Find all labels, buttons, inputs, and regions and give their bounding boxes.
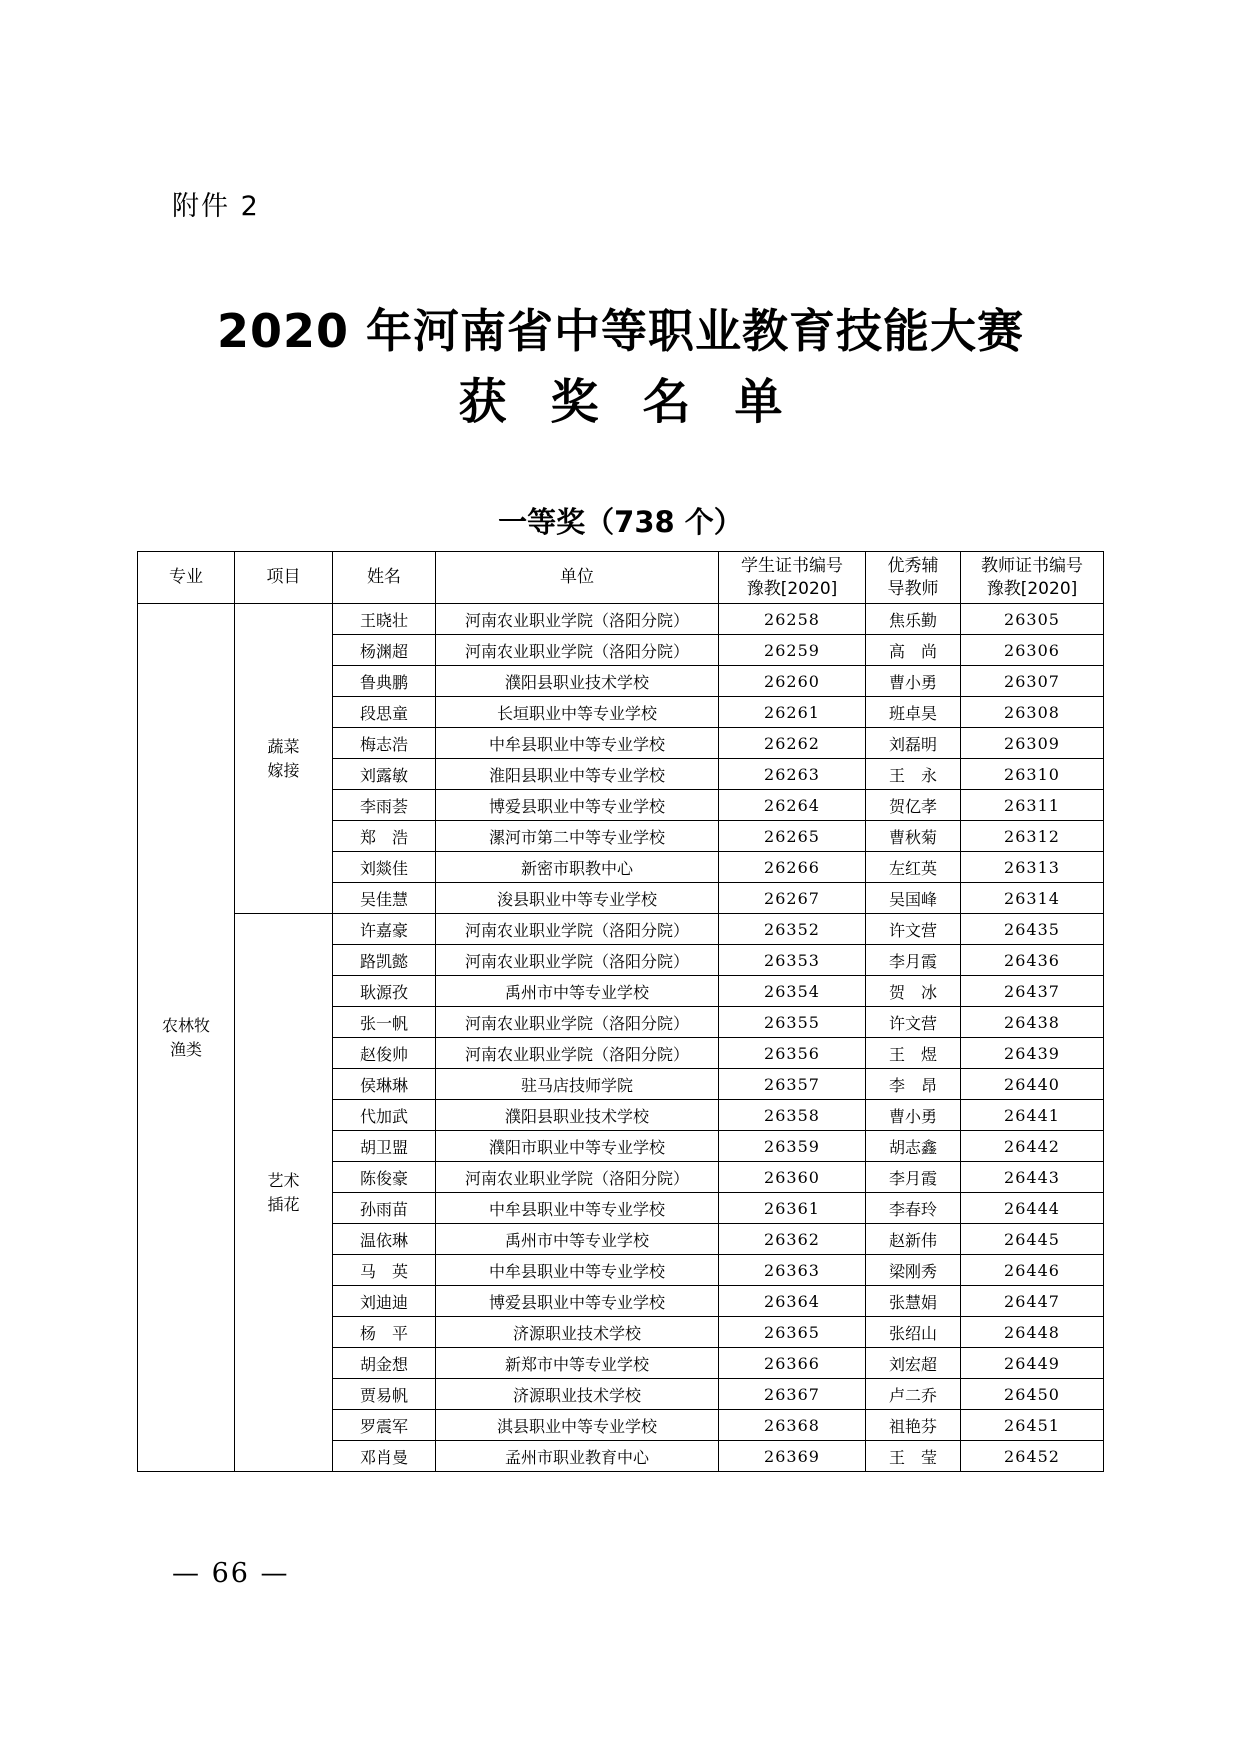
header-name: 姓名 <box>333 552 436 604</box>
section-title: 一等奖（738 个） <box>498 505 743 539</box>
unit-cell: 长垣职业中等专业学校 <box>436 697 719 728</box>
unit-cell: 河南农业职业学院（洛阳分院） <box>436 635 719 666</box>
advisor-cell: 王 煜 <box>866 1038 961 1069</box>
teacher-cert-cell: 26310 <box>961 759 1104 790</box>
teacher-cert-cell: 26311 <box>961 790 1104 821</box>
award-table <box>137 551 1104 1472</box>
student-cert-cell: 26364 <box>719 1286 866 1317</box>
name-cell: 刘露敏 <box>333 759 436 790</box>
advisor-cell: 张慧娟 <box>866 1286 961 1317</box>
unit-cell: 济源职业技术学校 <box>436 1379 719 1410</box>
name-cell: 刘迪迪 <box>333 1286 436 1317</box>
advisor-cell: 许文营 <box>866 914 961 945</box>
student-cert-cell: 26353 <box>719 945 866 976</box>
teacher-cert-cell: 26449 <box>961 1348 1104 1379</box>
name-cell: 侯琳琳 <box>333 1069 436 1100</box>
header-major: 专业 <box>138 552 235 604</box>
page-number: — 66 — <box>172 1558 290 1589</box>
student-cert-cell: 26361 <box>719 1193 866 1224</box>
name-cell: 邓肖曼 <box>333 1441 436 1472</box>
name-cell: 孙雨苗 <box>333 1193 436 1224</box>
unit-cell: 河南农业职业学院（洛阳分院） <box>436 604 719 635</box>
student-cert-cell: 26266 <box>719 852 866 883</box>
student-cert-cell: 26354 <box>719 976 866 1007</box>
project-cell-line2: 嫁接 <box>267 760 300 780</box>
name-cell: 段思童 <box>333 697 436 728</box>
teacher-cert-cell: 26312 <box>961 821 1104 852</box>
name-cell: 陈俊豪 <box>333 1162 436 1193</box>
advisor-cell: 王 永 <box>866 759 961 790</box>
project-cell <box>235 604 333 914</box>
major-cell-line2: 渔类 <box>169 1039 202 1059</box>
teacher-cert-cell: 26437 <box>961 976 1104 1007</box>
student-cert-cell: 26260 <box>719 666 866 697</box>
teacher-cert-cell: 26308 <box>961 697 1104 728</box>
advisor-cell: 焦乐勤 <box>866 604 961 635</box>
unit-cell: 驻马店技师学院 <box>436 1069 719 1100</box>
unit-cell: 孟州市职业教育中心 <box>436 1441 719 1472</box>
name-cell: 罗震军 <box>333 1410 436 1441</box>
unit-cell: 新密市职教中心 <box>436 852 719 883</box>
advisor-cell: 曹小勇 <box>866 666 961 697</box>
header-student-cert-line2: 豫教[2020] <box>746 578 838 599</box>
name-cell: 梅志浩 <box>333 728 436 759</box>
advisor-cell: 胡志鑫 <box>866 1131 961 1162</box>
name-cell: 郑 浩 <box>333 821 436 852</box>
major-cell-line1: 农林牧 <box>161 1015 210 1035</box>
advisor-cell: 梁刚秀 <box>866 1255 961 1286</box>
header-teacher-cert-line2: 豫教[2020] <box>986 578 1078 599</box>
teacher-cert-cell: 26441 <box>961 1100 1104 1131</box>
header-advisor <box>866 552 961 604</box>
project-cell-line1: 蔬菜 <box>267 736 300 756</box>
name-cell: 贾易帆 <box>333 1379 436 1410</box>
unit-cell: 淇县职业中等专业学校 <box>436 1410 719 1441</box>
name-cell: 吴佳慧 <box>333 883 436 914</box>
student-cert-cell: 26360 <box>719 1162 866 1193</box>
student-cert-cell: 26264 <box>719 790 866 821</box>
unit-cell: 河南农业职业学院（洛阳分院） <box>436 945 719 976</box>
advisor-cell: 李月霞 <box>866 945 961 976</box>
unit-cell: 河南农业职业学院（洛阳分院） <box>436 1162 719 1193</box>
student-cert-cell: 26355 <box>719 1007 866 1038</box>
header-student-cert <box>719 552 866 604</box>
name-cell: 耿源孜 <box>333 976 436 1007</box>
student-cert-cell: 26263 <box>719 759 866 790</box>
student-cert-cell: 26259 <box>719 635 866 666</box>
unit-cell: 禹州市中等专业学校 <box>436 1224 719 1255</box>
unit-cell: 浚县职业中等专业学校 <box>436 883 719 914</box>
header-teacher-cert <box>961 552 1104 604</box>
unit-cell: 中牟县职业中等专业学校 <box>436 1193 719 1224</box>
teacher-cert-cell: 26451 <box>961 1410 1104 1441</box>
advisor-cell: 李春玲 <box>866 1193 961 1224</box>
student-cert-cell: 26365 <box>719 1317 866 1348</box>
advisor-cell: 贺亿孝 <box>866 790 961 821</box>
unit-cell: 漯河市第二中等专业学校 <box>436 821 719 852</box>
student-cert-cell: 26262 <box>719 728 866 759</box>
teacher-cert-cell: 26438 <box>961 1007 1104 1038</box>
name-cell: 鲁典鹏 <box>333 666 436 697</box>
name-cell: 代加武 <box>333 1100 436 1131</box>
document-subtitle: 获奖名单 <box>458 374 827 430</box>
name-cell: 温依琳 <box>333 1224 436 1255</box>
unit-cell: 濮阳市职业中等专业学校 <box>436 1131 719 1162</box>
advisor-cell: 祖艳芬 <box>866 1410 961 1441</box>
advisor-cell: 贺 冰 <box>866 976 961 1007</box>
unit-cell: 济源职业技术学校 <box>436 1317 719 1348</box>
table-body <box>138 604 1104 1472</box>
name-cell: 刘燚佳 <box>333 852 436 883</box>
unit-cell: 禹州市中等专业学校 <box>436 976 719 1007</box>
advisor-cell: 张绍山 <box>866 1317 961 1348</box>
teacher-cert-cell: 26309 <box>961 728 1104 759</box>
unit-cell: 河南农业职业学院（洛阳分院） <box>436 1007 719 1038</box>
teacher-cert-cell: 26442 <box>961 1131 1104 1162</box>
header-unit: 单位 <box>436 552 719 604</box>
advisor-cell: 王 莹 <box>866 1441 961 1472</box>
student-cert-cell: 26261 <box>719 697 866 728</box>
table-row <box>138 604 1104 635</box>
name-cell: 王晓壮 <box>333 604 436 635</box>
advisor-cell: 吴国峰 <box>866 883 961 914</box>
student-cert-cell: 26358 <box>719 1100 866 1131</box>
advisor-cell: 刘宏超 <box>866 1348 961 1379</box>
name-cell: 胡卫盟 <box>333 1131 436 1162</box>
header-advisor-line2: 导教师 <box>887 578 939 599</box>
advisor-cell: 李月霞 <box>866 1162 961 1193</box>
teacher-cert-cell: 26445 <box>961 1224 1104 1255</box>
advisor-cell: 李 昂 <box>866 1069 961 1100</box>
project-cell <box>235 914 333 1472</box>
teacher-cert-cell: 26444 <box>961 1193 1104 1224</box>
teacher-cert-cell: 26446 <box>961 1255 1104 1286</box>
teacher-cert-cell: 26305 <box>961 604 1104 635</box>
advisor-cell: 曹小勇 <box>866 1100 961 1131</box>
student-cert-cell: 26352 <box>719 914 866 945</box>
name-cell: 马 英 <box>333 1255 436 1286</box>
teacher-cert-cell: 26313 <box>961 852 1104 883</box>
document-title: 2020 年河南省中等职业教育技能大赛 <box>216 304 1025 358</box>
project-cell-line1: 艺术 <box>267 1170 300 1190</box>
unit-cell: 濮阳县职业技术学校 <box>436 1100 719 1131</box>
student-cert-cell: 26359 <box>719 1131 866 1162</box>
name-cell: 许嘉豪 <box>333 914 436 945</box>
name-cell: 张一帆 <box>333 1007 436 1038</box>
unit-cell: 河南农业职业学院（洛阳分院） <box>436 1038 719 1069</box>
advisor-cell: 刘磊明 <box>866 728 961 759</box>
advisor-cell: 曹秋菊 <box>866 821 961 852</box>
teacher-cert-cell: 26435 <box>961 914 1104 945</box>
unit-cell: 淮阳县职业中等专业学校 <box>436 759 719 790</box>
unit-cell: 博爱县职业中等专业学校 <box>436 790 719 821</box>
unit-cell: 新郑市中等专业学校 <box>436 1348 719 1379</box>
student-cert-cell: 26265 <box>719 821 866 852</box>
name-cell: 路凯懿 <box>333 945 436 976</box>
teacher-cert-cell: 26448 <box>961 1317 1104 1348</box>
teacher-cert-cell: 26452 <box>961 1441 1104 1472</box>
student-cert-cell: 26366 <box>719 1348 866 1379</box>
advisor-cell: 左红英 <box>866 852 961 883</box>
student-cert-cell: 26367 <box>719 1379 866 1410</box>
advisor-cell: 赵新伟 <box>866 1224 961 1255</box>
unit-cell: 河南农业职业学院（洛阳分院） <box>436 914 719 945</box>
student-cert-cell: 26369 <box>719 1441 866 1472</box>
teacher-cert-cell: 26440 <box>961 1069 1104 1100</box>
student-cert-cell: 26363 <box>719 1255 866 1286</box>
teacher-cert-cell: 26447 <box>961 1286 1104 1317</box>
teacher-cert-cell: 26436 <box>961 945 1104 976</box>
student-cert-cell: 26357 <box>719 1069 866 1100</box>
name-cell: 李雨荟 <box>333 790 436 821</box>
major-cell <box>138 604 235 1472</box>
student-cert-cell: 26258 <box>719 604 866 635</box>
advisor-cell: 高 尚 <box>866 635 961 666</box>
unit-cell: 中牟县职业中等专业学校 <box>436 1255 719 1286</box>
student-cert-cell: 26267 <box>719 883 866 914</box>
table-header-row <box>138 552 1104 604</box>
header-teacher-cert-line1: 教师证书编号 <box>981 555 1083 576</box>
advisor-cell: 许文营 <box>866 1007 961 1038</box>
header-student-cert-line1: 学生证书编号 <box>741 555 843 576</box>
project-cell-line2: 插花 <box>267 1194 300 1214</box>
student-cert-cell: 26356 <box>719 1038 866 1069</box>
advisor-cell: 卢二乔 <box>866 1379 961 1410</box>
advisor-cell: 班卓昊 <box>866 697 961 728</box>
header-advisor-line1: 优秀辅 <box>887 555 939 576</box>
teacher-cert-cell: 26450 <box>961 1379 1104 1410</box>
teacher-cert-cell: 26443 <box>961 1162 1104 1193</box>
teacher-cert-cell: 26306 <box>961 635 1104 666</box>
table-row <box>138 914 1104 945</box>
unit-cell: 濮阳县职业技术学校 <box>436 666 719 697</box>
name-cell: 赵俊帅 <box>333 1038 436 1069</box>
teacher-cert-cell: 26314 <box>961 883 1104 914</box>
student-cert-cell: 26362 <box>719 1224 866 1255</box>
student-cert-cell: 26368 <box>719 1410 866 1441</box>
name-cell: 杨渊超 <box>333 635 436 666</box>
name-cell: 胡金想 <box>333 1348 436 1379</box>
teacher-cert-cell: 26439 <box>961 1038 1104 1069</box>
unit-cell: 中牟县职业中等专业学校 <box>436 728 719 759</box>
unit-cell: 博爱县职业中等专业学校 <box>436 1286 719 1317</box>
teacher-cert-cell: 26307 <box>961 666 1104 697</box>
name-cell: 杨 平 <box>333 1317 436 1348</box>
header-project: 项目 <box>235 552 333 604</box>
attachment-label: 附件 2 <box>172 191 260 222</box>
